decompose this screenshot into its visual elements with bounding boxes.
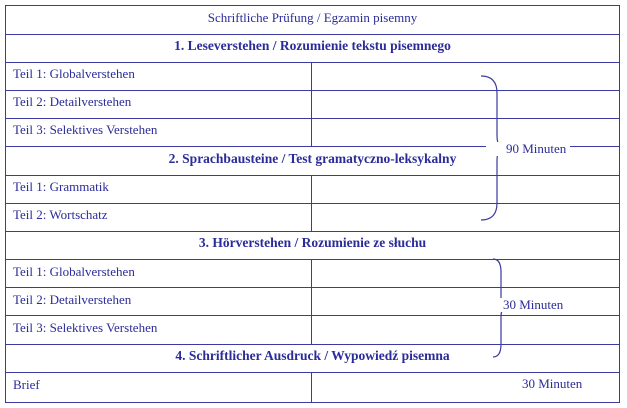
section-heading-reading: 1. Leseverstehen / Rozumienie tekstu pisemnego [174,38,451,53]
table-border-left [5,5,6,403]
exam-title: Schriftliche Prüfung / Egzamin pisemny [207,10,418,25]
row-divider [5,90,620,91]
duration-listening: 30 Minuten [483,298,567,312]
table-row: Teil 3: Selektives Verstehen [13,320,158,335]
duration-reading-language: 90 Minuten [486,142,570,156]
row-divider [5,287,620,288]
duration-writing: 30 Minuten [522,376,583,391]
table-row: Teil 2: Detailverstehen [13,94,132,109]
section-heading-language: 2. Sprachbausteine / Test gramatyczno-leksykalny [168,151,457,166]
row-divider [5,315,620,316]
row-divider [5,203,620,204]
table-row: Teil 1: Globalverstehen [13,264,135,279]
row-divider [5,259,620,260]
row-divider [5,175,620,176]
table-border-right [619,5,620,403]
section-heading-listening: 3. Hörverstehen / Rozumienie ze słuchu [198,235,427,250]
section-heading-writing: 4. Schriftlicher Ausdruck / Wypowiedź pisemna [175,348,450,363]
row-divider [5,118,620,119]
table-row: Teil 3: Selektives Verstehen [13,122,158,137]
column-divider [311,259,312,345]
row-divider [5,372,620,373]
table-row: Brief [13,377,40,392]
row-divider [5,62,620,63]
exam-structure-table [5,5,620,403]
table-row: Teil 2: Detailverstehen [13,292,132,307]
table-border-top [5,5,620,6]
table-row: Teil 1: Globalverstehen [13,66,135,81]
table-row: Teil 1: Grammatik [13,179,109,194]
row-divider [5,344,620,345]
row-divider [5,34,620,35]
column-divider [311,372,312,403]
table-row: Teil 2: Wortschatz [13,207,108,222]
table-border-bottom [5,402,620,403]
column-divider [311,62,312,147]
row-divider [5,231,620,232]
column-divider [311,175,312,232]
